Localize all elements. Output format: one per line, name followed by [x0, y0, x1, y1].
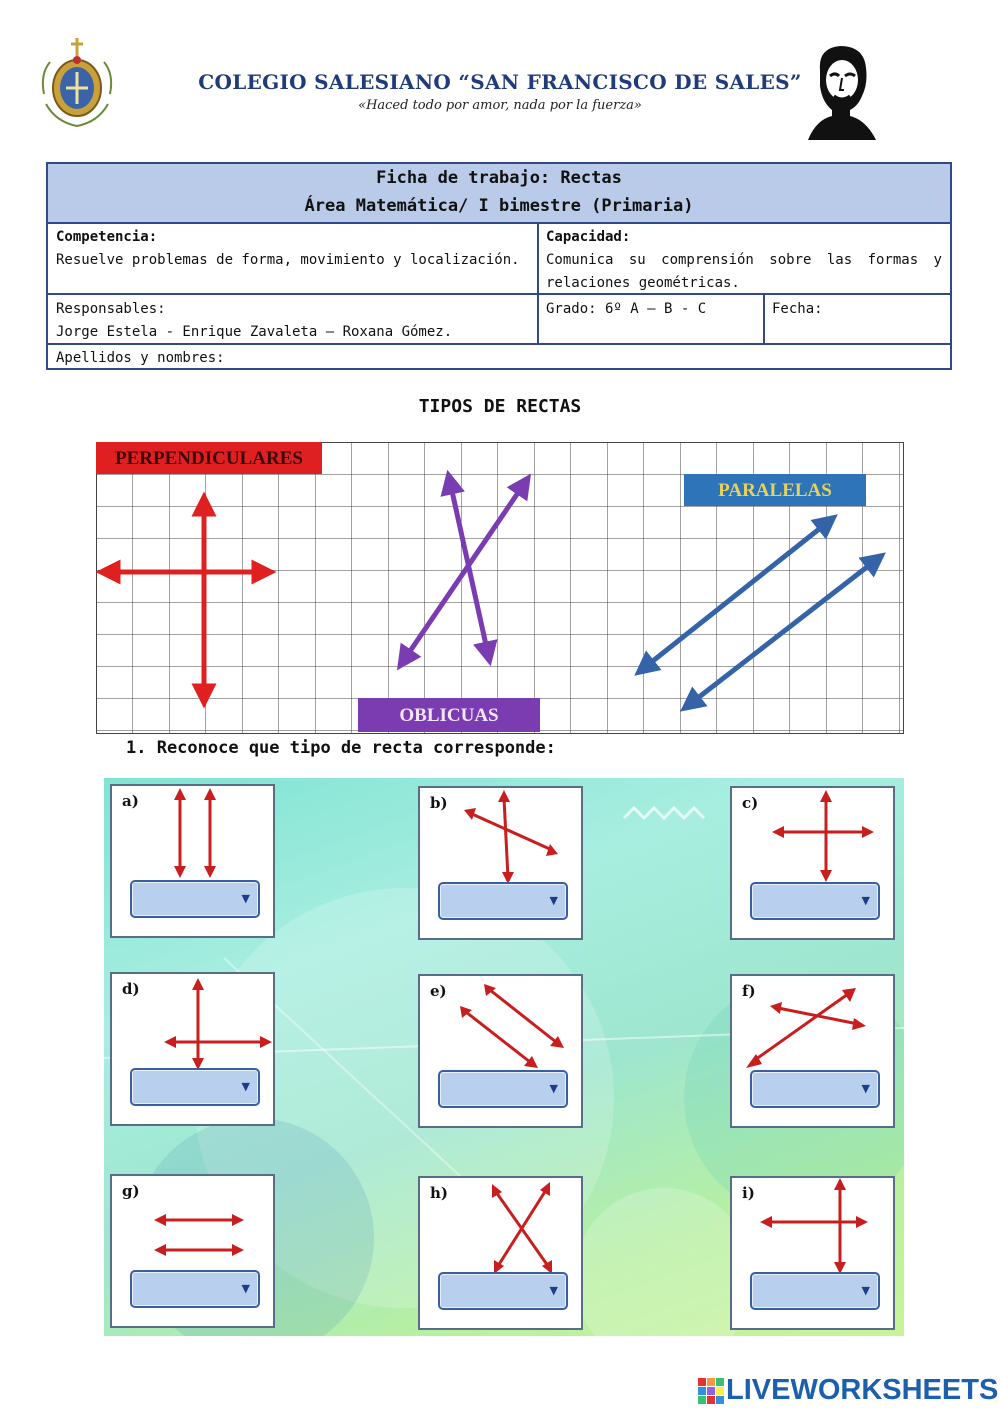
divider: [48, 293, 950, 295]
school-crest-logo: [36, 34, 118, 130]
capacidad-label: Capacidad:: [546, 229, 631, 245]
apellidos-cell: Apellidos y nombres:: [56, 350, 225, 366]
info-table-header: [48, 164, 950, 224]
worksheet-subtitle: Área Matemática/ I bimestre (Primaria): [304, 196, 694, 216]
exercise-card-e: [418, 974, 583, 1128]
answer-dropdown-g[interactable]: [130, 1270, 260, 1308]
fecha-cell: Fecha:: [772, 301, 823, 317]
chevron-down-icon: ▼: [861, 894, 870, 907]
instruction-text: 1. Reconoce que tipo de recta corresponde:: [126, 738, 556, 758]
exercise-label: i): [742, 1184, 755, 1202]
chevron-down-icon: ▼: [241, 1282, 250, 1295]
chevron-down-icon: ▼: [549, 1082, 558, 1095]
exercise-card-b: [418, 786, 583, 940]
responsables-text: Jorge Estela - Enrique Zavaleta – Roxana Gómez.: [56, 324, 453, 340]
answer-dropdown-d[interactable]: [130, 1068, 260, 1106]
paralelas-label: PARALELAS: [718, 480, 832, 501]
portrait-silhouette: [806, 40, 878, 140]
liveworksheets-wordmark: LIVEWORKSHEETS: [726, 1374, 999, 1406]
responsables-label: Responsables:: [56, 301, 166, 317]
exercise-label: a): [122, 792, 139, 810]
answer-dropdown-b[interactable]: [438, 882, 568, 920]
exercise-card-c: [730, 786, 895, 940]
liveworksheets-brand: [698, 1374, 998, 1408]
activity-panel: [104, 778, 904, 1336]
capacidad-text-line1: Comunica su comprensión sobre las formas y: [546, 252, 942, 268]
chevron-down-icon: ▼: [549, 894, 558, 907]
grado-cell: Grado: 6º A – B - C: [546, 301, 707, 317]
exercise-card-g: [110, 1174, 275, 1328]
liveworksheets-logo-icon: [698, 1378, 724, 1404]
answer-dropdown-a[interactable]: [130, 880, 260, 918]
chevron-down-icon: ▼: [861, 1284, 870, 1297]
info-table: [46, 162, 952, 370]
line-types-figure: [96, 442, 904, 734]
worksheet-title: Ficha de trabajo: Rectas: [376, 168, 622, 188]
school-name: COLEGIO SALESIANO “SAN FRANCISCO DE SALES”: [198, 70, 802, 94]
answer-dropdown-e[interactable]: [438, 1070, 568, 1108]
section-title: TIPOS DE RECTAS: [418, 396, 582, 417]
chevron-down-icon: ▼: [861, 1082, 870, 1095]
competencia-text: Resuelve problemas de forma, movimiento y localización.: [56, 252, 520, 268]
exercise-label: h): [430, 1184, 449, 1202]
chevron-down-icon: ▼: [549, 1284, 558, 1297]
divider: [537, 222, 539, 343]
competencia-label: Competencia:: [56, 229, 158, 245]
answer-dropdown-c[interactable]: [750, 882, 880, 920]
exercise-card-h: [418, 1176, 583, 1330]
exercise-card-f: [730, 974, 895, 1128]
capacidad-cell: [538, 224, 950, 297]
responsables-cell: [48, 296, 538, 346]
oblicuas-label: OBLICUAS: [399, 705, 499, 726]
exercise-card-d: [110, 972, 275, 1126]
competencia-cell: [48, 224, 538, 274]
exercise-label: f): [742, 982, 756, 1000]
answer-dropdown-f[interactable]: [750, 1070, 880, 1108]
perpendiculares-label: PERPENDICULARES: [115, 448, 303, 469]
divider: [763, 293, 765, 343]
chevron-down-icon: ▼: [241, 892, 250, 905]
capacidad-text-line2: relaciones geométricas.: [546, 275, 740, 291]
exercise-label: e): [430, 982, 447, 1000]
school-motto: «Haced todo por amor, nada por la fuerza»: [358, 98, 642, 113]
exercise-label: d): [122, 980, 140, 998]
exercise-label: c): [742, 794, 759, 812]
exercise-label: b): [430, 794, 448, 812]
chevron-down-icon: ▼: [241, 1080, 250, 1093]
exercise-card-i: [730, 1176, 895, 1330]
exercise-label: g): [122, 1182, 140, 1200]
exercise-card-a: [110, 784, 275, 938]
answer-dropdown-i[interactable]: [750, 1272, 880, 1310]
answer-dropdown-h[interactable]: [438, 1272, 568, 1310]
